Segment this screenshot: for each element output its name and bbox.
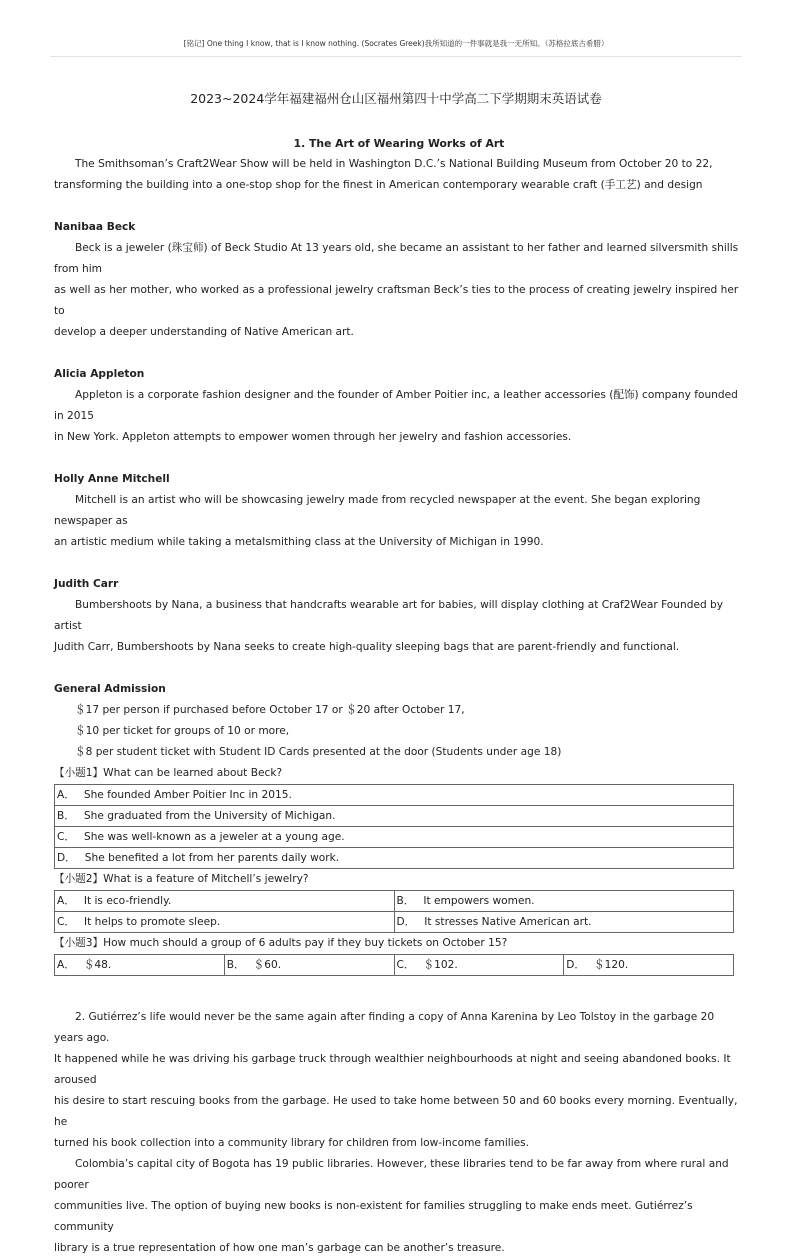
text-line: Beck is a jeweler (珠宝师) of Beck Studio At 13 years old, she became an assistant to her father and learned silversmith shills from him xyxy=(54,242,739,275)
text-line: transforming the building into a one-stop shop for the finest in American contemporary wearable craft (手工艺) and design xyxy=(54,179,703,191)
option-c[interactable]: C． She was well-known as a jeweler at a young age. xyxy=(55,827,734,848)
admission-line: ＄8 per student ticket with Student ID Cards presented at the door (Students under age 18) xyxy=(75,746,562,758)
exam-content xyxy=(54,133,744,1259)
option-b[interactable]: B． It empowers women. xyxy=(394,891,734,912)
text-line: an artistic medium while taking a metalsmithing class at the University of Michigan in 1990. xyxy=(54,536,544,548)
person-name: Alicia Appleton xyxy=(54,368,145,380)
question-1-options xyxy=(54,784,734,869)
text-line: Appleton is a corporate fashion designer and the founder of Amber Poitier inc, a leather accessories (配饰) company founded in 2015 xyxy=(54,389,738,422)
passage2 xyxy=(54,1007,744,1259)
text-line: develop a deeper understanding of Native American art. xyxy=(54,326,354,338)
header-quote: [铭记] One thing I know, that is I know nothing. (Socrates Greek)我所知道的一件事就是我一无所知。（苏格拉底古希腊） xyxy=(183,39,609,48)
text-line: library is a true representation of how one man’s garbage can be another’s treasure. xyxy=(54,1242,505,1254)
admission-heading: General Admission xyxy=(54,683,166,695)
header-divider xyxy=(50,56,742,57)
option-a[interactable]: A． ＄48. xyxy=(55,955,225,976)
question-2-options xyxy=(54,890,734,933)
passage1-intro xyxy=(54,154,744,196)
option-c[interactable]: C． ＄102. xyxy=(394,955,564,976)
option-c[interactable]: C． It helps to promote sleep. xyxy=(55,912,395,933)
text-line: his desire to start rescuing books from the garbage. He used to take home between 50 and 60 books every morning. Eventually, he xyxy=(54,1095,738,1128)
question-1-stem: 【小题1】What can be learned about Beck? xyxy=(54,767,283,779)
option-d[interactable]: D． ＄120. xyxy=(564,955,734,976)
text-line: in New York. Appleton attempts to empower women through her jewelry and fashion accessories. xyxy=(54,431,572,443)
text-line: Mitchell is an artist who will be showcasing jewelry made from recycled newspaper at the event. She began exploring newspaper as xyxy=(54,494,701,527)
option-a[interactable]: A． She founded Amber Poitier Inc in 2015. xyxy=(55,785,734,806)
option-d[interactable]: D． It stresses Native American art. xyxy=(394,912,734,933)
document-title: 2023~2024学年福建福州仓山区福州第四十中学高二下学期期末英语试卷 xyxy=(190,91,602,106)
person-name: Judith Carr xyxy=(54,578,119,590)
text-line: as well as her mother, who worked as a professional jewelry craftsman Beck’s ties to the process of creating jewelry inspired her to xyxy=(54,284,739,317)
option-b[interactable]: B． ＄60. xyxy=(224,955,394,976)
question-3-stem: 【小题3】How much should a group of 6 adults pay if they buy tickets on October 15? xyxy=(54,937,508,949)
person-name: Nanibaa Beck xyxy=(54,221,136,233)
text-line: Colombia’s capital city of Bogota has 19 public libraries. However, these libraries tend to be far away from where rural and poorer xyxy=(54,1158,729,1191)
text-line: It happened while he was driving his garbage truck through wealthier neighbourhoods at night and seeing abandoned books. It aroused xyxy=(54,1053,731,1086)
passage1-title: 1. The Art of Wearing Works of Art xyxy=(293,137,505,150)
text-line: 2. Gutiérrez’s life would never be the same again after finding a copy of Anna Karenina by Leo Tolstoy in the garbage 20 years ago. xyxy=(54,1011,715,1044)
option-b[interactable]: B． She graduated from the University of Michigan. xyxy=(55,806,734,827)
question-2-stem: 【小题2】What is a feature of Mitchell’s jewelry? xyxy=(54,873,309,885)
question-3-options xyxy=(54,954,734,976)
person-name: Holly Anne Mitchell xyxy=(54,473,170,485)
text-line: Judith Carr, Bumbershoots by Nana seeks to create high-quality sleeping bags that are parent-friendly and functional. xyxy=(54,641,680,653)
text-line: communities live. The option of buying new books is non-existent for families struggling to make ends meet. Gutiérrez’s community xyxy=(54,1200,693,1233)
text-line: Bumbershoots by Nana, a business that handcrafts wearable art for babies, will display clothing at Craf2Wear Founded by artist xyxy=(54,599,724,632)
option-a[interactable]: A． It is eco-friendly. xyxy=(55,891,395,912)
text-line: The Smithsoman’s Craft2Wear Show will be held in Washington D.C.’s National Building Museum from October 20 to 22, xyxy=(75,158,713,170)
admission-line: ＄10 per ticket for groups of 10 or more, xyxy=(75,725,290,737)
option-d[interactable]: D． She benefited a lot from her parents daily work. xyxy=(55,848,734,869)
admission-line: ＄17 per person if purchased before October 17 or ＄20 after October 17, xyxy=(75,704,465,716)
text-line: turned his book collection into a community library for children from low-income families. xyxy=(54,1137,530,1149)
